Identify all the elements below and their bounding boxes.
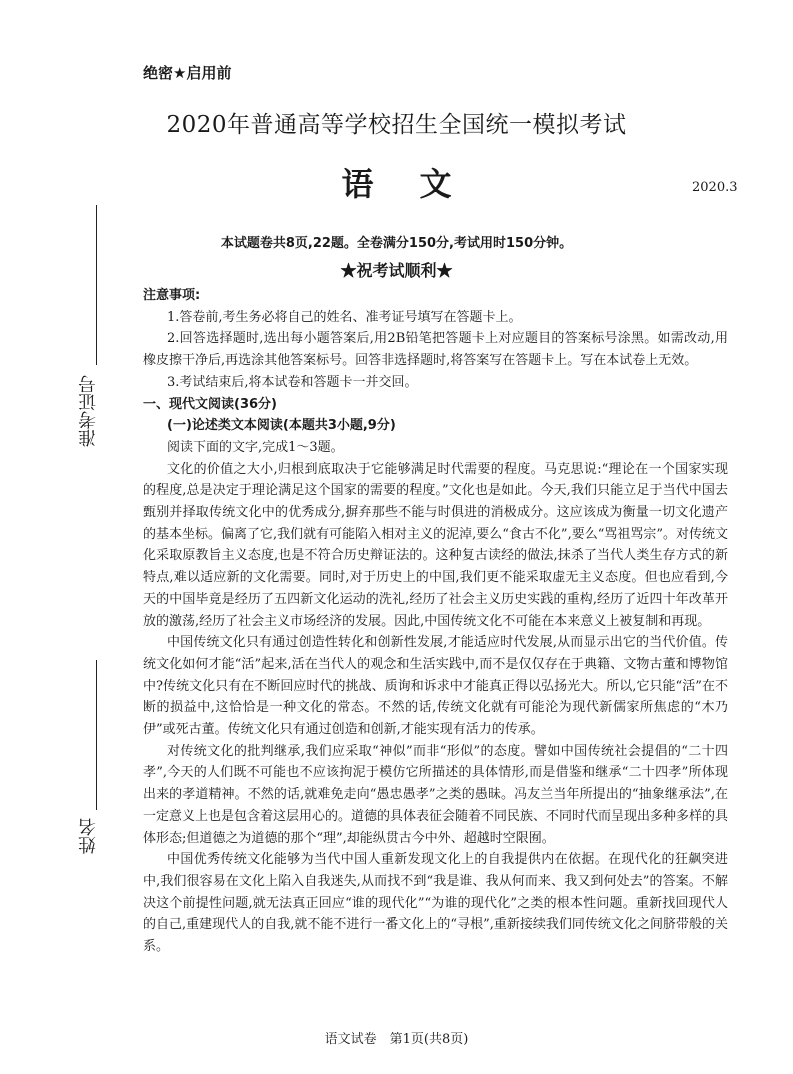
notice-item-3: 3.考试结束后,将本试卷和答题卡一并交回。 xyxy=(167,374,418,390)
good-luck-wish: ★祝考试顺利★ xyxy=(340,261,453,280)
secret-label: 绝密★启用前 xyxy=(143,64,232,82)
subject-title: 语文 xyxy=(341,165,498,203)
subsection-heading: (一)论述类文本阅读(本题共3小题,9分) xyxy=(167,418,396,434)
notice-heading: 注意事项: xyxy=(143,288,201,303)
exam-id-line xyxy=(96,205,97,365)
passage-paragraph-4: 中国优秀传统文化能够为当代中国人重新发现文化上的自我提供内在依据。在现代化的狂飙突进中,我们很容易在文化上陷入自我迷失,从而找不到“我是谁、我从何而来、我又到何处去”的答案。不解决这个前提性问题,就无法真正回应“谁的现代化”“为谁的现代化”之类的根本性问题。重新找回现代人的自己,重建现代人的自我,就不能不进行一番文化上的“寻根”,重新接续我们同传统文化之间脐带般的关系。 xyxy=(143,852,728,955)
passage-paragraph-3: 对传统文化的批判继承,我们应采取“神似”而非“形似”的态度。譬如中国传统社会提倡的“二十四孝”,今天的人们既不可能也不应该拘泥于模仿它所描述的具体情形,而是借鉴和继承“二十四孝”所体现出来的孝道精神。不然的话,就难免走向“愚忠愚孝”之类的愚昧。冯友兰当年所提出的“抽象继承法”,在一定意义上也是包含着这层用心的。道德的具体表征会随着不同民族、不同时代而呈现出多种多样的具体形态;但道德之为道德的那个“理”,却能纵贯古今中外、超越时空限囿。 xyxy=(143,743,729,846)
exam-title: 2020年普通高等学校招生全国统一模拟考试 xyxy=(166,112,627,138)
exam-id-label: 准考证号 xyxy=(78,375,99,447)
page-footer: 语文试卷 第1页(共8页) xyxy=(324,1032,469,1047)
exam-info: 本试题卷共8页,22题。全卷满分150分,考试用时150分钟。 xyxy=(220,236,573,251)
exam-body xyxy=(143,285,728,958)
section-heading: 一、现代文阅读(36分) xyxy=(143,396,277,412)
name-line xyxy=(96,660,97,810)
passage-paragraph-1: 文化的价值之大小,归根到底取决于它能够满足时代需要的程度。马克思说:“理论在一个国家实现的程度,总是决定于理论满足这个国家的需要的程度。”文化也是如此。今天,我们只能立足于当代中国去甄别并择取传统文化中的优秀成分,摒弃那些不能与时俱进的消极成分。这应该成为衡量一切文化遗产的基本坐标。偏离了它,我们就有可能陷入相对主义的泥淖,要么“食古不化”,要么“骂祖骂宗”。对传统文化采取原教旨主义态度,也是不符合历史辩证法的。这种复古读经的做法,抹杀了当代人类生存方式的新特点,难以适应新的文化需要。同时,对于历史上的中国,我们更不能采取虚无主义态度。但也应看到,今天的中国毕竟是经历了五四新文化运动的洗礼,经历了社会主义历史实践的重构,经历了近四十年改革开放的激荡,经历了社会主义市场经济的发展。因此,中国传统文化不可能在本来意义上被复制和再现。 xyxy=(143,461,728,629)
exam-date: 2020.3 xyxy=(692,180,738,195)
notice-item-1: 1.答卷前,考生务必将自己的姓名、准考证号填写在答题卡上。 xyxy=(167,309,522,325)
reading-instruction: 阅读下面的文字,完成1～3题。 xyxy=(167,439,344,455)
passage-paragraph-2: 中国传统文化只有通过创造性转化和创新性发展,才能适应时代发展,从而显示出它的当代价值。传统文化如何才能“活”起来,活在当代人的观念和生活实践中,而不是仅仅存在于典籍、文物古董和博物馆中?传统文化只有在不断回应时代的挑战、质询和诉求中才能真正得以弘扬光大。所以,它只能“活”在不断的损益中,这恰恰是一种文化的常态。不然的话,传统文化就有可能沦为现代新儒家所焦虑的“木乃伊”或死古董。传统文化只有通过创造和创新,才能实现有活力的传承。 xyxy=(143,635,728,738)
name-label: 姓名 xyxy=(78,818,99,854)
notice-item-2: 2.回答选择题时,选出每小题答案后,用2B铅笔把答题卡上对应题目的答案标号涂黑。如需改动,用橡皮擦干净后,再选涂其他答案标号。回答非选择题时,将答案写在答题卡上。写在本试卷上无效。 xyxy=(143,331,728,369)
